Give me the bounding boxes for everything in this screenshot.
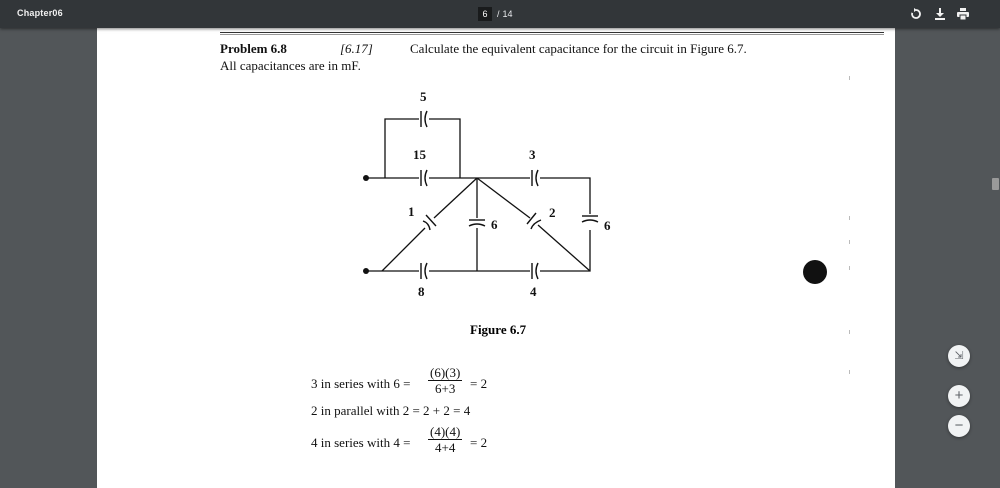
- scan-speck: [849, 76, 850, 80]
- scan-speck: [849, 370, 850, 374]
- capacitor-8: [425, 263, 427, 279]
- pdf-toolbar: [0, 0, 1000, 28]
- solution-line-3-result: = 2: [470, 435, 488, 450]
- solution-line-1-fraction: [428, 365, 462, 396]
- fraction-numerator: (4)(4): [430, 424, 461, 439]
- fraction-numerator: (6)(3): [430, 365, 461, 380]
- scan-border-line: [220, 34, 884, 35]
- annotation-dot: [803, 260, 827, 284]
- fraction-denominator: 4+4: [434, 440, 456, 455]
- label-c6-right: 6: [604, 218, 611, 233]
- problem-number: Problem 6.8: [220, 41, 287, 56]
- capacitor-2: [527, 213, 536, 224]
- capacitor-6-right: [582, 220, 598, 222]
- page-indicator: [478, 6, 513, 22]
- solution-line-3-text: 4 in series with 4 =: [311, 435, 411, 450]
- terminal-a: [363, 175, 369, 181]
- capacitor-3: [536, 170, 538, 186]
- scan-speck: [849, 266, 850, 270]
- label-c4: 4: [530, 284, 537, 299]
- page-separator: /: [497, 9, 500, 19]
- label-c5: 5: [420, 89, 427, 104]
- solution-line-2: 2 in parallel with 2 = 2 + 2 = 4: [311, 403, 471, 418]
- scan-speck: [849, 330, 850, 334]
- label-c6-center: 6: [491, 217, 498, 232]
- wire: [434, 178, 477, 218]
- label-c2: 2: [549, 205, 556, 220]
- terminal-b: [363, 268, 369, 274]
- download-icon[interactable]: [933, 7, 947, 21]
- pdf-page: [97, 28, 895, 488]
- solution-line-3-fraction: [428, 424, 462, 455]
- problem-note: All capacitances are in mF.: [220, 58, 361, 73]
- wire: [477, 178, 530, 218]
- problem-reference: [6.17]: [340, 41, 373, 56]
- zoom-in-button[interactable]: +: [948, 385, 970, 407]
- current-page-input[interactable]: 6: [478, 7, 492, 21]
- circuit-diagram: [355, 86, 635, 316]
- wire: [429, 119, 460, 178]
- solution-line-1-result: = 2: [470, 376, 488, 391]
- wire: [382, 228, 425, 271]
- label-c8: 8: [418, 284, 425, 299]
- figure-caption: Figure 6.7: [470, 322, 527, 337]
- wire: [538, 225, 590, 271]
- capacitor-4: [536, 263, 538, 279]
- zoom-out-button[interactable]: −: [948, 415, 970, 437]
- solution-line-1-text: 3 in series with 6 =: [311, 376, 411, 391]
- rotate-icon[interactable]: [909, 7, 923, 21]
- label-c15: 15: [413, 147, 426, 162]
- document-title: Chapter06: [17, 8, 63, 18]
- fit-to-page-button[interactable]: ⇲: [948, 345, 970, 367]
- label-c1: 1: [408, 204, 415, 219]
- scan-speck: [849, 240, 850, 244]
- scan-border-line: [220, 32, 884, 33]
- fraction-denominator: 6+3: [434, 381, 456, 396]
- capacitor-15: [425, 170, 427, 186]
- label-c3: 3: [529, 147, 536, 162]
- wire: [540, 178, 590, 214]
- scan-speck: [849, 216, 850, 220]
- capacitor-2: [531, 220, 541, 229]
- capacitor-5: [425, 111, 427, 127]
- scrollbar-thumb[interactable]: [992, 178, 999, 190]
- wire: [580, 230, 590, 271]
- capacitor-6-center: [469, 224, 485, 226]
- problem-statement: Calculate the equivalent capacitance for the circuit in Figure 6.7.: [410, 41, 747, 56]
- total-pages: 14: [502, 9, 513, 19]
- print-icon[interactable]: [956, 7, 970, 21]
